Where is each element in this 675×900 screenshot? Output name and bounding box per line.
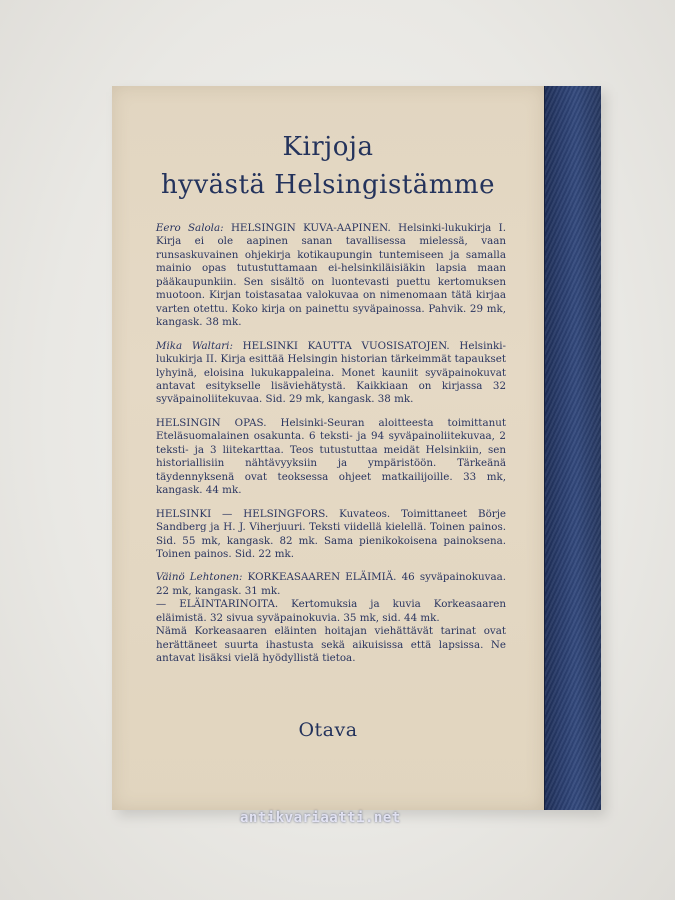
cover-title-line1: Kirjoja <box>282 132 374 162</box>
entry-korkeasaaren <box>156 571 506 665</box>
entry-text: HELSINKI KAUTTA VUOSISATOJEN. Helsinki-lukukirja II. Kirja esittää Helsingin historian tärkeimmät tapaukset lyhyinä, eloisina lukukappaleina. Monet kauniit syväpainokuvat antavat esitykselle lisäviehätystä. Kaikkiaan on kirjassa 32 syväpainoliitekuvaa. Sid. 29 mk, kangask. 38 mk. <box>156 339 507 406</box>
entry-author: Mika Waltari: <box>155 339 233 352</box>
entry-text: KORKEASAAREN ELÄIMIÄ. 46 syväpainokuvaa. 22 mk, kangask. 31 mk. <box>156 571 506 597</box>
entry-sub-elaintarinoita: — ELÄINTARINOITA. Kertomuksia ja kuvia Korkeasaaren eläimistä. 32 sivua syväpainokuvia. 35 mk, sid. 44 mk. <box>155 598 506 624</box>
entry-main <box>156 571 506 598</box>
entry-kautta-vuosisatojen <box>156 340 506 407</box>
book <box>112 86 600 810</box>
entry-helsinki-helsingfors <box>156 508 506 562</box>
entry-author: Eero Salola: <box>155 222 224 234</box>
publisher-name: Otava <box>298 719 358 741</box>
entry-author: Väinö Lehtonen: <box>155 571 243 584</box>
entry-text: HELSINGIN OPAS. Helsinki-Seuran aloitteesta toimittanut Eteläsuomalainen osakunta. 6 teksti- ja 94 syväpainoliitekuvaa, 2 teksti- ja 3 liitekarttaa. Teos tutustuttaa meidät Helsinkiin, sen historiallisiin nähtävyyksiin ja ympäristöön. Tärkeänä täydennyksenä ovat teoksessa ohjeet matkailijoille. 33 mk, kangask. 44 mk. <box>155 416 506 497</box>
entry-sub-description: Nämä Korkeasaaren eläinten hoitajan viehättävät tarinat ovat herättäneet suurta ihastusta sekä aikuisissa että lapsissa. Ne antavat lisäksi vielä hyödyllistä tietoa. <box>155 625 506 665</box>
entry-kuva-aapinen <box>156 222 506 330</box>
entry-text: HELSINKI — HELSINGFORS. Kuvateos. Toimittaneet Börje Sandberg ja H. J. Viherjuuri. Teksti viidellä kielellä. Toinen painos. Sid. 55 mk, kangask. 82 mk. Sama pienikokoisena painoksena. Toinen painos. Sid. 22 mk. <box>155 507 506 560</box>
watermark-text: antikvariaatti.net <box>240 810 401 826</box>
book-list <box>156 222 506 676</box>
entry-helsingin-opas <box>156 417 506 498</box>
back-cover <box>112 86 544 810</box>
entry-text: HELSINGIN KUVA-AAPINEN. Helsinki-lukukirja I. Kirja ei ole aapinen sanan tavallisessa mielessä, vaan runsaskuvainen ohjekirja kotikaupungin tuntemiseen ja samalla mainio opas tutustuttamaan ei-helsinkiläisiäkin lapsia maan pääkaupunkiin. Sen sisältö on luontevasti puettu kertomuksen muotoon. Kirjan toistasataa valokuvaa on nimenomaan tätä kirjaa varten otettu. Koko kirja on painettu syväpainossa. Pahvik. 29 mk, kangask. 38 mk. <box>156 222 507 329</box>
cover-title-line2: hyvästä Helsingistämme <box>161 170 495 200</box>
book-spine <box>544 86 601 810</box>
